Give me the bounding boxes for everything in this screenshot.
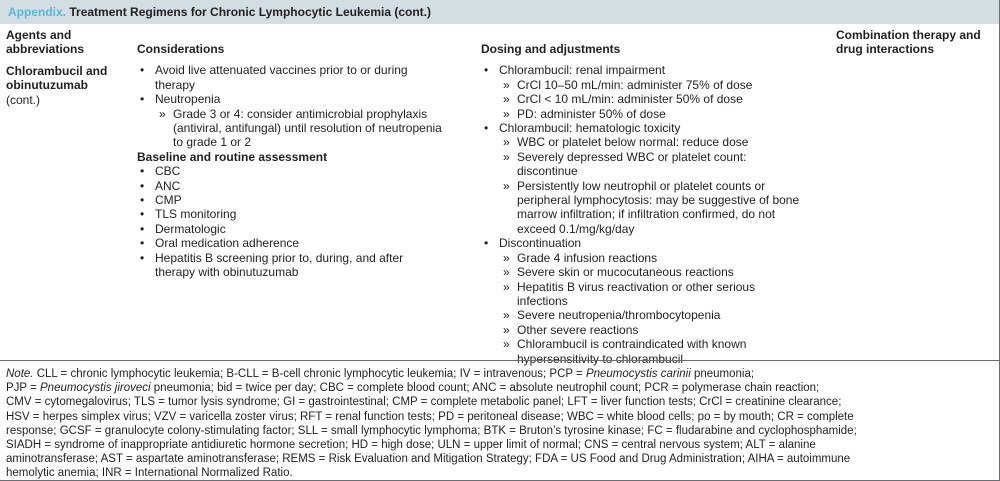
divider [0,360,1000,361]
list-subitem: » CrCl 10–50 mL/min: administer 75% of dose [481,78,799,92]
header-combination-line1: Combination therapy and [836,28,981,42]
header-considerations: Considerations [137,42,225,56]
header-dosing: Dosing and adjustments [481,42,621,56]
table-note [6,367,996,481]
note-line: aminotransferase; AST = aspartate aminotransferase; REMS = Risk Evaluation and Mitigation Strategy; FDA = US Food and Drug Administration; AIHA = autoimmune [6,453,851,466]
dosing-list [481,63,799,366]
list-subitem: » Grade 3 or 4: consider antimicrobial prophylaxis (antiviral, antifungal) until resolution of neutropenia to grade 1 or 2 [137,107,442,150]
column-agents [6,28,107,107]
considerations-list [137,63,442,149]
note-line: Note. CLL = chronic lymphocytic leukemia; B-CLL = B-cell chronic lymphocytic leukemia; IV = intravenous; PCP = Pneumocystis carinii pneumonia; [6,368,755,380]
column-combination [836,28,981,57]
list-subitem: » Other severe reactions [481,323,799,337]
column-dosing [481,42,799,366]
note-line: response; GCSF = granulocyte colony-stimulating factor; SLL = small lymphocytic lymphoma; BTK = Bruton’s tyrosine kinase; FC = fludarabine and cyclophosphamide; [6,424,857,437]
list-subitem: » PD: administer 50% of dose [481,107,799,121]
list-item: • Chlorambucil: hematologic toxicity [481,121,799,135]
list-item: • Chlorambucil: renal impairment [481,63,799,77]
agent-cont: (cont.) [6,92,41,107]
list-subitem: » WBC or platelet below normal: reduce dose [481,135,799,149]
column-considerations [137,42,442,280]
note-line: HSV = herpes simplex virus; VZV = varicella zoster virus; RFT = renal function tests; PD = peritoneal disease; WBC = white blood cells; po = by mouth; CR = complete [6,410,854,423]
baseline-list [137,164,442,279]
list-item: • CMP [137,193,442,207]
table-title [0,0,1000,24]
list-subitem: » Chlorambucil is contraindicated with known hypersensitivity to chlorambucil [481,337,799,366]
list-subitem: » Severely depressed WBC or platelet count: discontinue [481,150,799,179]
list-subitem: » Persistently low neutrophil or platelet counts or peripheral lymphocytosis: may be suggestive of bone marrow infiltration; if infiltration confirmed, do not exceed 0.1/mg/kg/day [481,179,799,237]
header-agents-line2: abbreviations [6,42,85,57]
list-item: • Avoid live attenuated vaccines prior to or during therapy [137,63,442,92]
agent-name-line1: Chlorambucil and [6,63,108,78]
note-line: hemolytic anemia; INR = International Normalized Ratio. [6,467,293,480]
list-item: • Oral medication adherence [137,236,442,250]
header-agents-line1: Agents and [6,28,72,42]
list-subitem: » Hepatitis B virus reactivation or other serious infections [481,280,799,309]
list-item: • ANC [137,179,442,193]
list-item: • Discontinuation [481,236,799,250]
agent-name-line2: obinutuzumab [6,78,88,93]
list-subitem: » Severe neutropenia/thrombocytopenia [481,308,799,322]
note-line: PJP = Pneumocystis jiroveci pneumonia; bid = twice per day; CBC = complete blood count; ANC = absolute neutrophil count; PCR = polymerase chain reaction; [6,382,820,395]
baseline-heading: Baseline and routine assessment [137,149,328,164]
list-item: • Dermatologic [137,222,442,236]
list-item: • Neutropenia [137,92,442,106]
note-line: CMV = cytomegalovirus; TLS = tumor lysis syndrome; GI = gastrointestinal; CMP = complete metabolic panel; LFT = liver function tests; CrCl = creatinine clearance; [6,396,842,409]
note-line: SIADH = syndrome of inappropriate antidiuretic hormone secretion; HD = high dose; ULN = upper limit of normal; CNS = central nervous system; ALT = alanine [6,439,816,452]
list-item: • TLS monitoring [137,207,442,221]
list-item: • CBC [137,164,442,178]
table-title-text: Treatment Regimens for Chronic Lymphocytic Leukemia (cont.) [69,5,431,19]
list-subitem: » Grade 4 infusion reactions [481,251,799,265]
appendix-label: Appendix. [8,5,67,19]
header-combination-line2: drug interactions [836,42,935,57]
note-label: Note. [6,368,34,380]
list-subitem: » Severe skin or mucocutaneous reactions [481,265,799,279]
list-subitem: » CrCl < 10 mL/min: administer 50% of dose [481,92,799,106]
list-item: • Hepatitis B screening prior to, during, and after therapy with obinutuzumab [137,251,442,280]
